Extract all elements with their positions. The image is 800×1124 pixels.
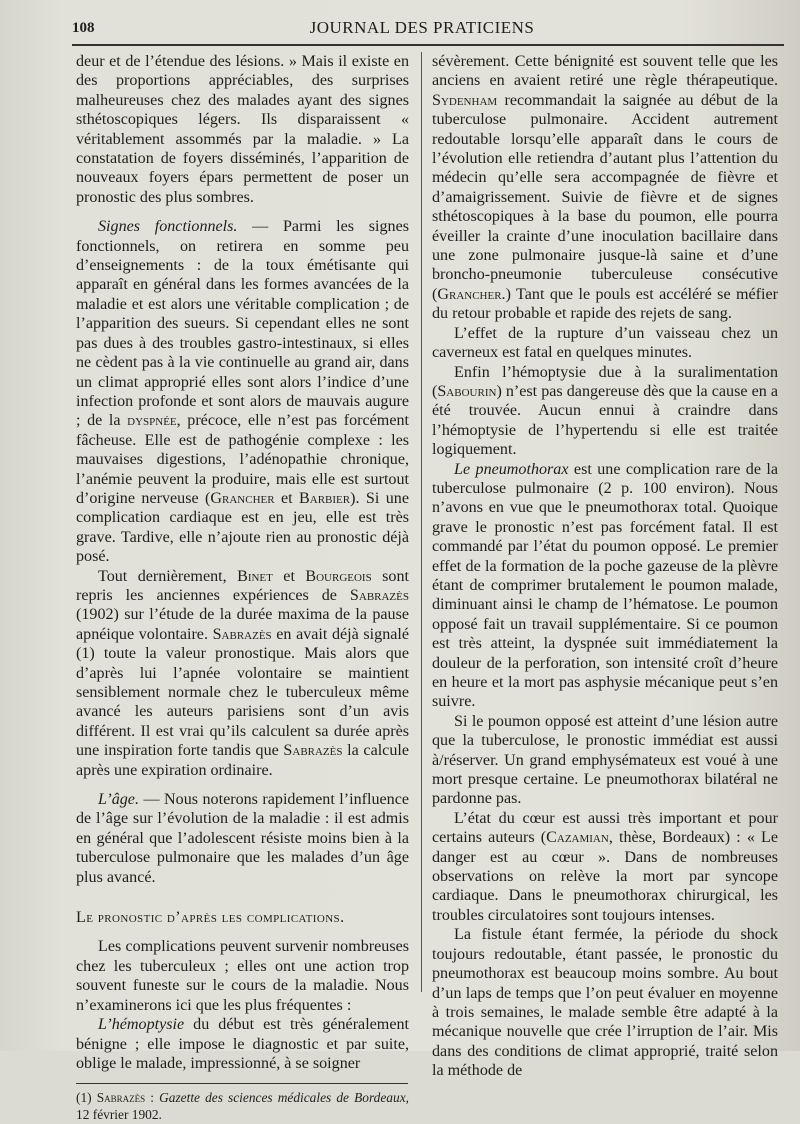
journal-title: JOURNAL DES PRATICIENS — [309, 18, 535, 37]
paragraph: L’effet de la rupture d’un vaisseau chez un caverneux est fatal en quelques minutes. — [432, 324, 778, 362]
paragraph: sévèrement. Cette bénignité est souvent telle que les anciens en avaient retiré une règle thérapeutique. Sydenham recommandait la saignée au début de la tuberculose pulmonaire. Accident autrement redoutable lorsqu’elle apparaît dans le cours de l’évolution elle retiendra d’autant plus l’attention du médecin qu’elle sera accompagnée de fièvre et d’amaigrissement. Suivie de fièvre et de signes sthétoscopiques à la base du poumon, elle pourra éveiller la crainte d’une inoculation bacillaire dans une zone pulmonaire jusque-là saine et d’une broncho-pneumonie tuberculeuse consécutive (Grancher.) Tant que le pouls est accéléré se méfier du retour probable et rapide des rejets de sang. — [432, 53, 778, 323]
paragraph-signes-fonctionnels: Signes fonctionnels. — Parmi les signes fonctionnels, on retirera en somme peu d’enseignements : de la toux émétisante qui apparaît en général dans les formes avancées de la maladie et est alors une véritable complication ; de l’apparition des sueurs. Si cependant elles ne sont pas dues à des troubles gastro-intestinaux, si elles ne cèdent pas à la vie continuelle au grand air, dans un climat approprié elles sont alors l’indice d’une infection profonde et sont alors de mauvais augure ; de la dyspnée, précoce, elle n’est pas forcément fâcheuse. Elle est de pathogénie complexe : les mauvaises digestions, l’adénopathie chronique, l’anémie peuvent la produire, mais elle est surtout d’origine nerveuse (Grancher et Barbier). Si une complication cardiaque est en jeu, elle est très grave. Tardive, elle n’ajoute rien au pronostic déjà posé. — [76, 218, 409, 566]
paragraph: Enfin l’hémoptysie due à la suralimentation (Sabourin) n’est pas dangereuse dès que la cause en a été trouvée. Aucun ennui à craindre dans l’hémoptysie de l’hypertendu si elle est traitée logiquement. — [432, 363, 778, 459]
paragraph: La fistule étant fermée, la période du shock toujours redoutable, étant passée, le pronostic du pneumothorax est beaucoup moins sombre. Au bout d’un laps de temps que l’on peut évaluer en moyenne à trois semaines, le malade semble être adapté à la mécanique nouvelle que crée l’irruption de l’air. Mis dans des conditions de climat approprié, traité selon la méthode de — [432, 926, 778, 1080]
paragraph-hemoptysie: L’hémoptysie du début est très généralement bénigne ; elle impose le diagnostic et par suite, oblige le malade, impressionné, à se soigner — [76, 1016, 409, 1072]
header-rule — [72, 44, 784, 46]
footnote-rule — [76, 1083, 408, 1084]
page-number: 108 — [72, 20, 95, 36]
paragraph-age: L’âge. — Nous noterons rapidement l’influence de l’âge sur l’évolution de la maladie : il est admis en général que l’adolescent résiste moins bien à la tuberculose pulmonaire que les malades d’un âge plus avancé. — [76, 791, 409, 886]
page-header — [72, 18, 772, 42]
paragraph: Si le poumon opposé est atteint d’une lésion autre que la tuberculose, le pronostic immédiat est aussi à/réserver. Un grand emphysémateux est voué à une mort presque certaine. Le pneumothorax bilatéral ne pardonne pas. — [432, 712, 778, 808]
footnote: (1) Sabrazès : Gazette des sciences médicales de Bordeaux, 12 février 1902. — [76, 1090, 409, 1122]
paragraph: deur et de l’étendue des lésions. » Mais il existe en des proportions appréciables, des surprises malheureuses chez des malades ayant des signes sthétoscopiques légers. Ils disparaissent « véritablement assommés par la maladie. » La constatation de foyers disséminés, l’apparition de nouveaux foyers épars permettent de poser un pronostic des plus sombres. — [76, 53, 409, 206]
paragraph: L’état du cœur est aussi très important et pour certains auteurs (Cazamian, thèse, Bordeaux) : « Le danger est au cœur ». Dans de nombreuses observations on relève la mort par syncope cardiaque. Dans le pneumothorax chirurgical, les troubles circulatoires sont toujours intenses. — [432, 809, 779, 924]
left-column — [76, 52, 409, 1124]
paragraph-apnee: Tout dernièrement, Binet et Bourgeois sont repris les anciennes expériences de Sabrazès (1902) sur l’étude de la durée maxima de la pause apnéique volontaire. Sabrazès en avait déjà signalé (1) toute la valeur pronostique. Mais alors que d’après lui l’apnée volontaire se maintient sensiblement normale chez le tuberculeux même avancé les auteurs parisiens sont d’un avis différent. Il est vrai qu’ils calculent sa durée après une inspiration forte tandis que Sabrazès la calcule après une expiration ordinaire. — [76, 567, 409, 779]
paragraph-complications: Les complications peuvent survenir nombreuses chez les tuberculeux ; elles ont une action trop souvent funeste sur le cours de la maladie. Nous n’examinerons ici que les plus fréquentes : — [76, 938, 409, 1014]
right-column — [432, 52, 778, 1081]
column-divider — [421, 52, 422, 992]
paragraph-pneumothorax: Le pneumothorax est une complication rare de la tuberculose pulmonaire (2 p. 100 environ). Nous n’avons en vue que le pneumothorax total. Quoique grave le pronostic n’est pas forcément fatal. Il est commandé par l’état du poumon opposé. Le premier effet de la formation de la poche gazeuse de la plèvre étant de comprimer brutalement le poumon malade, diminuant ainsi le champ de l’hématose. Le poumon opposé fait un travail supplémentaire. Si ce poumon est très atteint, la dyspnée suit immédiatement la douleur de la perforation, son intensité croît d’heure en heure et la mort pas asphysie mécanique peut s’en suivre. — [432, 460, 778, 711]
section-heading: Le pronostic d’après les complications. — [76, 909, 345, 927]
